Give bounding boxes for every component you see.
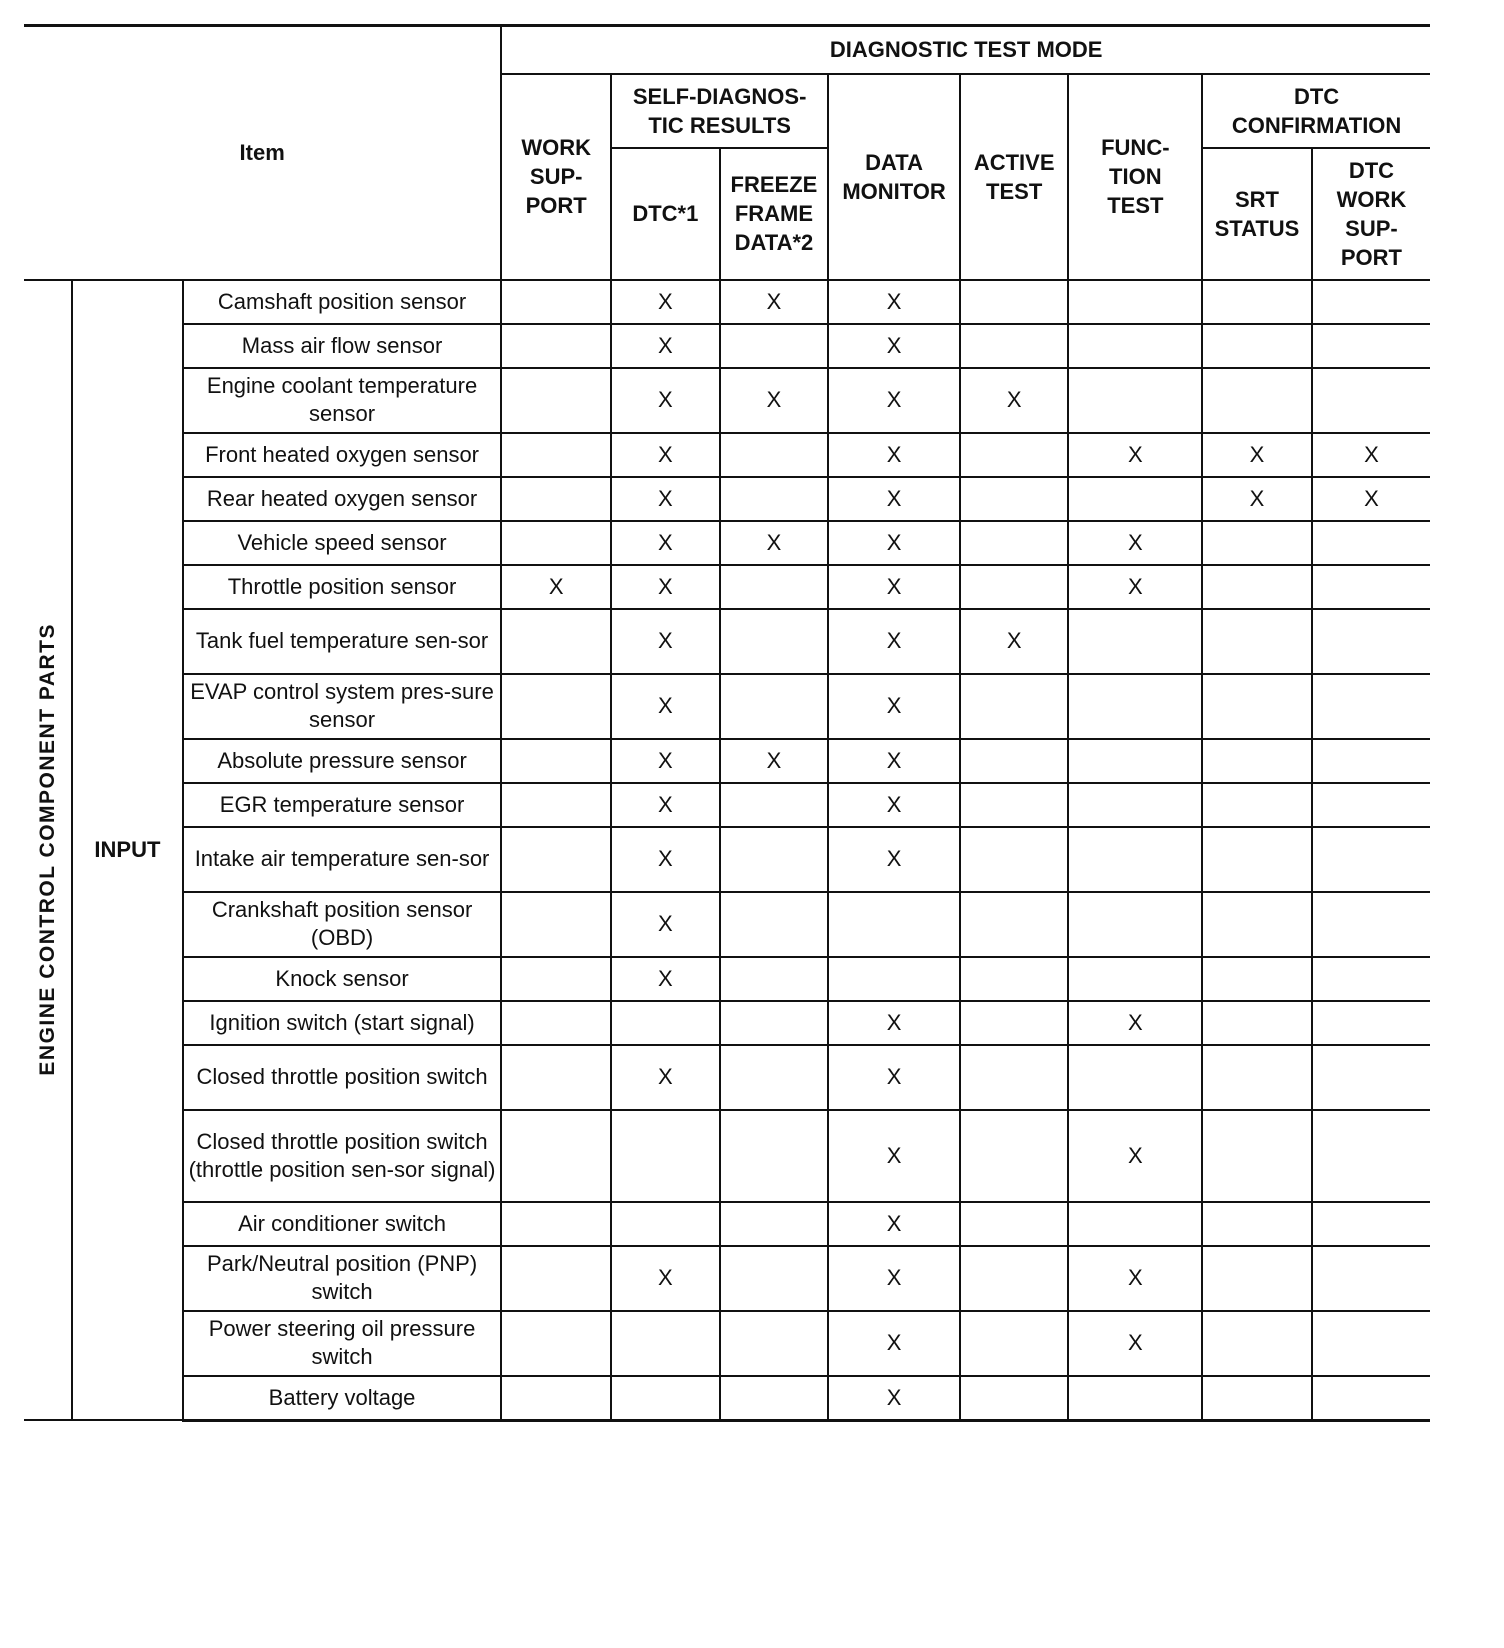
item-name-cell: Power steering oil pressure switch <box>183 1311 502 1376</box>
mark-cell <box>1068 957 1202 1001</box>
mark-cell <box>960 1001 1069 1045</box>
mark-cell: X <box>611 609 720 674</box>
mark-cell <box>960 1202 1069 1246</box>
freeze-frame-data-label: FREEZE FRAME DATA*2 <box>730 172 818 255</box>
work-support-header <box>501 74 611 280</box>
table-row <box>24 1110 1430 1202</box>
mark-cell: X <box>720 739 829 783</box>
item-name-cell: Engine coolant temperature sensor <box>183 368 502 433</box>
mark-cell: X <box>1312 433 1430 477</box>
table-row <box>24 892 1430 957</box>
mark-cell: X <box>611 1246 720 1311</box>
mark-cell <box>501 609 611 674</box>
mark-cell <box>1202 1311 1312 1376</box>
mark-cell: X <box>1068 1246 1202 1311</box>
item-name-cell: EGR temperature sensor <box>183 783 502 827</box>
self-diagnostic-results-header <box>611 74 828 148</box>
mark-cell <box>1202 1376 1312 1421</box>
active-test-header <box>960 74 1069 280</box>
mark-cell <box>1312 1202 1430 1246</box>
mark-cell <box>720 1202 829 1246</box>
mark-cell <box>611 1001 720 1045</box>
mark-cell <box>1202 1001 1312 1045</box>
table-row <box>24 827 1430 892</box>
mark-cell <box>720 957 829 1001</box>
mark-cell <box>960 892 1069 957</box>
mark-cell: X <box>828 1376 960 1421</box>
mark-cell: X <box>611 324 720 368</box>
mark-cell <box>1068 739 1202 783</box>
input-group-label: INPUT <box>72 280 183 1421</box>
mark-cell: X <box>611 1045 720 1110</box>
mark-cell <box>1312 739 1430 783</box>
mark-cell <box>1202 739 1312 783</box>
mark-cell <box>501 892 611 957</box>
mark-cell: X <box>1202 477 1312 521</box>
dtc-confirmation-label: DTC CONFIRMATION <box>1231 83 1402 138</box>
mark-cell: X <box>828 609 960 674</box>
mark-cell <box>501 433 611 477</box>
mark-cell <box>720 565 829 609</box>
mark-cell <box>1202 609 1312 674</box>
mark-cell: X <box>611 565 720 609</box>
dtc-work-support-label: DTC WORK SUP-PORT <box>1336 157 1407 270</box>
mark-cell <box>611 1311 720 1376</box>
mark-cell: X <box>720 368 829 433</box>
mark-cell <box>501 1001 611 1045</box>
mark-cell <box>1068 477 1202 521</box>
table-row <box>24 957 1430 1001</box>
mark-cell <box>1068 1202 1202 1246</box>
mark-cell <box>1312 609 1430 674</box>
mark-cell <box>1068 1376 1202 1421</box>
mark-cell <box>1312 324 1430 368</box>
table-row <box>24 477 1430 521</box>
item-name-cell: Front heated oxygen sensor <box>183 433 502 477</box>
mark-cell: X <box>1068 521 1202 565</box>
mark-cell: X <box>828 1202 960 1246</box>
mark-cell <box>720 1045 829 1110</box>
mark-cell <box>720 609 829 674</box>
mark-cell <box>960 324 1069 368</box>
mark-cell <box>1312 827 1430 892</box>
mark-cell: X <box>1068 565 1202 609</box>
mark-cell: X <box>828 783 960 827</box>
mark-cell <box>1312 957 1430 1001</box>
item-name-cell: Air conditioner switch <box>183 1202 502 1246</box>
item-name-cell: Rear heated oxygen sensor <box>183 477 502 521</box>
mark-cell <box>1202 324 1312 368</box>
mark-cell <box>1312 368 1430 433</box>
table-row <box>24 1001 1430 1045</box>
mark-cell <box>828 892 960 957</box>
mark-cell <box>960 1045 1069 1110</box>
item-column-header: Item <box>24 26 501 280</box>
mark-cell <box>501 1202 611 1246</box>
diagnostic-test-mode-table <box>24 24 1430 1422</box>
mark-cell <box>1312 280 1430 324</box>
mark-cell <box>1202 1246 1312 1311</box>
mark-cell: X <box>828 521 960 565</box>
srt-status-label: SRT STATUS <box>1214 186 1300 241</box>
mark-cell <box>501 957 611 1001</box>
table-row <box>24 280 1430 324</box>
mark-cell <box>960 1246 1069 1311</box>
mark-cell <box>1202 1110 1312 1202</box>
table-row <box>24 739 1430 783</box>
mark-cell: X <box>828 477 960 521</box>
mark-cell: X <box>828 1110 960 1202</box>
mark-cell <box>720 1376 829 1421</box>
category-cell <box>24 280 72 1421</box>
mark-cell <box>1312 674 1430 739</box>
mark-cell: X <box>828 1045 960 1110</box>
mark-cell: X <box>611 477 720 521</box>
mark-cell <box>1068 892 1202 957</box>
mark-cell: X <box>1068 1001 1202 1045</box>
mark-cell <box>720 674 829 739</box>
mark-cell <box>1202 368 1312 433</box>
mark-cell <box>1202 521 1312 565</box>
srt-status-header <box>1202 148 1312 280</box>
work-support-label: WORK SUP-PORT <box>521 135 591 218</box>
table-row <box>24 609 1430 674</box>
mark-cell: X <box>611 368 720 433</box>
item-name-cell: Closed throttle position switch <box>183 1045 502 1110</box>
mark-cell <box>720 1001 829 1045</box>
item-name-cell: Crankshaft position sensor (OBD) <box>183 892 502 957</box>
mark-cell <box>1068 609 1202 674</box>
mark-cell <box>501 368 611 433</box>
mark-cell <box>501 783 611 827</box>
mark-cell <box>1312 783 1430 827</box>
mark-cell: X <box>828 1001 960 1045</box>
mark-cell <box>501 1110 611 1202</box>
mark-cell: X <box>611 433 720 477</box>
table-row <box>24 1246 1430 1311</box>
table-header <box>24 26 1430 280</box>
item-name-cell: Intake air temperature sen-sor <box>183 827 502 892</box>
mark-cell <box>1068 368 1202 433</box>
active-test-label: ACTIVE TEST <box>973 149 1055 204</box>
item-name-cell: Tank fuel temperature sen-sor <box>183 609 502 674</box>
mark-cell <box>1312 1246 1430 1311</box>
mark-cell <box>1312 1376 1430 1421</box>
mark-cell <box>828 957 960 1001</box>
mark-cell: X <box>960 609 1069 674</box>
item-name-cell: Park/Neutral position (PNP) switch <box>183 1246 502 1311</box>
mark-cell: X <box>720 280 829 324</box>
mark-cell <box>501 324 611 368</box>
mark-cell <box>960 674 1069 739</box>
mark-cell <box>1068 674 1202 739</box>
mark-cell: X <box>1312 477 1430 521</box>
mark-cell: X <box>828 433 960 477</box>
mark-cell <box>960 521 1069 565</box>
table-row <box>24 1045 1430 1110</box>
mark-cell <box>960 433 1069 477</box>
mark-cell <box>1068 1045 1202 1110</box>
mark-cell <box>720 477 829 521</box>
mark-cell <box>720 827 829 892</box>
mark-cell <box>720 324 829 368</box>
table-row <box>24 783 1430 827</box>
table-row <box>24 521 1430 565</box>
item-name-cell: Closed throttle position switch (throttle position sen-sor signal) <box>183 1110 502 1202</box>
table-row <box>24 565 1430 609</box>
item-name-cell: Throttle position sensor <box>183 565 502 609</box>
mark-cell <box>720 433 829 477</box>
mark-cell: X <box>501 565 611 609</box>
self-diagnostic-results-label: SELF-DIAGNOS-TIC RESULTS <box>632 83 807 138</box>
mark-cell <box>960 565 1069 609</box>
mark-cell <box>1068 324 1202 368</box>
mark-cell <box>960 739 1069 783</box>
mark-cell <box>501 1376 611 1421</box>
mark-cell <box>1068 280 1202 324</box>
mark-cell: X <box>828 368 960 433</box>
item-name-cell: Absolute pressure sensor <box>183 739 502 783</box>
mark-cell <box>1202 827 1312 892</box>
mark-cell <box>1202 892 1312 957</box>
mark-cell <box>501 521 611 565</box>
mark-cell: X <box>828 827 960 892</box>
mark-cell <box>960 1376 1069 1421</box>
mark-cell <box>611 1110 720 1202</box>
mark-cell <box>960 783 1069 827</box>
mark-cell: X <box>611 783 720 827</box>
mark-cell <box>1312 521 1430 565</box>
mark-cell <box>1312 1311 1430 1376</box>
mark-cell: X <box>828 1311 960 1376</box>
mark-cell <box>960 477 1069 521</box>
mark-cell <box>960 1311 1069 1376</box>
mark-cell <box>611 1376 720 1421</box>
item-name-cell: Mass air flow sensor <box>183 324 502 368</box>
mark-cell <box>501 1311 611 1376</box>
mark-cell: X <box>828 739 960 783</box>
table-row <box>24 433 1430 477</box>
item-name-cell: Knock sensor <box>183 957 502 1001</box>
mark-cell: X <box>1068 433 1202 477</box>
mark-cell: X <box>611 957 720 1001</box>
category-label: ENGINE CONTROL COMPONENT PARTS <box>35 623 59 1077</box>
mark-cell: X <box>828 1246 960 1311</box>
item-name-cell: Camshaft position sensor <box>183 280 502 324</box>
table-row <box>24 1311 1430 1376</box>
mark-cell <box>1202 783 1312 827</box>
mark-cell <box>1202 280 1312 324</box>
mark-cell <box>720 1110 829 1202</box>
mark-cell: X <box>828 280 960 324</box>
mark-cell <box>501 477 611 521</box>
dtc-work-support-header <box>1312 148 1430 280</box>
mark-cell: X <box>960 368 1069 433</box>
mark-cell: X <box>611 280 720 324</box>
mark-cell <box>720 1246 829 1311</box>
mark-cell: X <box>1068 1110 1202 1202</box>
mark-cell <box>501 1246 611 1311</box>
function-test-label: FUNC-TION TEST <box>1101 135 1170 218</box>
mark-cell <box>501 280 611 324</box>
mark-cell: X <box>828 565 960 609</box>
mark-cell <box>1202 565 1312 609</box>
mark-cell <box>501 827 611 892</box>
function-test-header <box>1068 74 1202 280</box>
mark-cell: X <box>720 521 829 565</box>
mark-cell <box>1202 957 1312 1001</box>
mark-cell: X <box>611 521 720 565</box>
mark-cell: X <box>611 892 720 957</box>
mark-cell: X <box>828 324 960 368</box>
mark-cell <box>501 739 611 783</box>
table-row <box>24 674 1430 739</box>
data-monitor-label: DATA MONITOR <box>842 149 946 204</box>
table-row <box>24 1376 1430 1421</box>
dtc-confirmation-header <box>1202 74 1430 148</box>
mark-cell <box>1312 1045 1430 1110</box>
mark-cell <box>1202 1202 1312 1246</box>
mark-cell <box>501 674 611 739</box>
mark-cell <box>720 783 829 827</box>
item-name-cell: Ignition switch (start signal) <box>183 1001 502 1045</box>
mark-cell: X <box>611 827 720 892</box>
mark-cell <box>960 827 1069 892</box>
mark-cell <box>1312 565 1430 609</box>
item-name-cell: Battery voltage <box>183 1376 502 1421</box>
mark-cell <box>501 1045 611 1110</box>
mark-cell <box>960 1110 1069 1202</box>
freeze-frame-data-header <box>720 148 829 280</box>
mark-cell <box>1202 1045 1312 1110</box>
data-monitor-header <box>828 74 960 280</box>
mark-cell: X <box>1068 1311 1202 1376</box>
item-name-cell: Vehicle speed sensor <box>183 521 502 565</box>
dtc-header: DTC*1 <box>611 148 720 280</box>
table-row <box>24 1202 1430 1246</box>
mark-cell <box>1312 892 1430 957</box>
mark-cell: X <box>828 674 960 739</box>
mark-cell <box>960 957 1069 1001</box>
mark-cell <box>1312 1110 1430 1202</box>
mark-cell: X <box>611 739 720 783</box>
table-row <box>24 368 1430 433</box>
mark-cell <box>1312 1001 1430 1045</box>
mark-cell <box>1202 674 1312 739</box>
diagnostic-test-mode-header: DIAGNOSTIC TEST MODE <box>501 26 1430 74</box>
mark-cell <box>1068 783 1202 827</box>
table-row <box>24 324 1430 368</box>
mark-cell <box>611 1202 720 1246</box>
diagnostic-test-mode-document <box>24 24 1430 1422</box>
mark-cell <box>720 1311 829 1376</box>
mark-cell: X <box>1202 433 1312 477</box>
mark-cell: X <box>611 674 720 739</box>
mark-cell <box>720 892 829 957</box>
mark-cell <box>960 280 1069 324</box>
table-body <box>24 280 1430 1421</box>
mark-cell <box>1068 827 1202 892</box>
item-name-cell: EVAP control system pres-sure sensor <box>183 674 502 739</box>
